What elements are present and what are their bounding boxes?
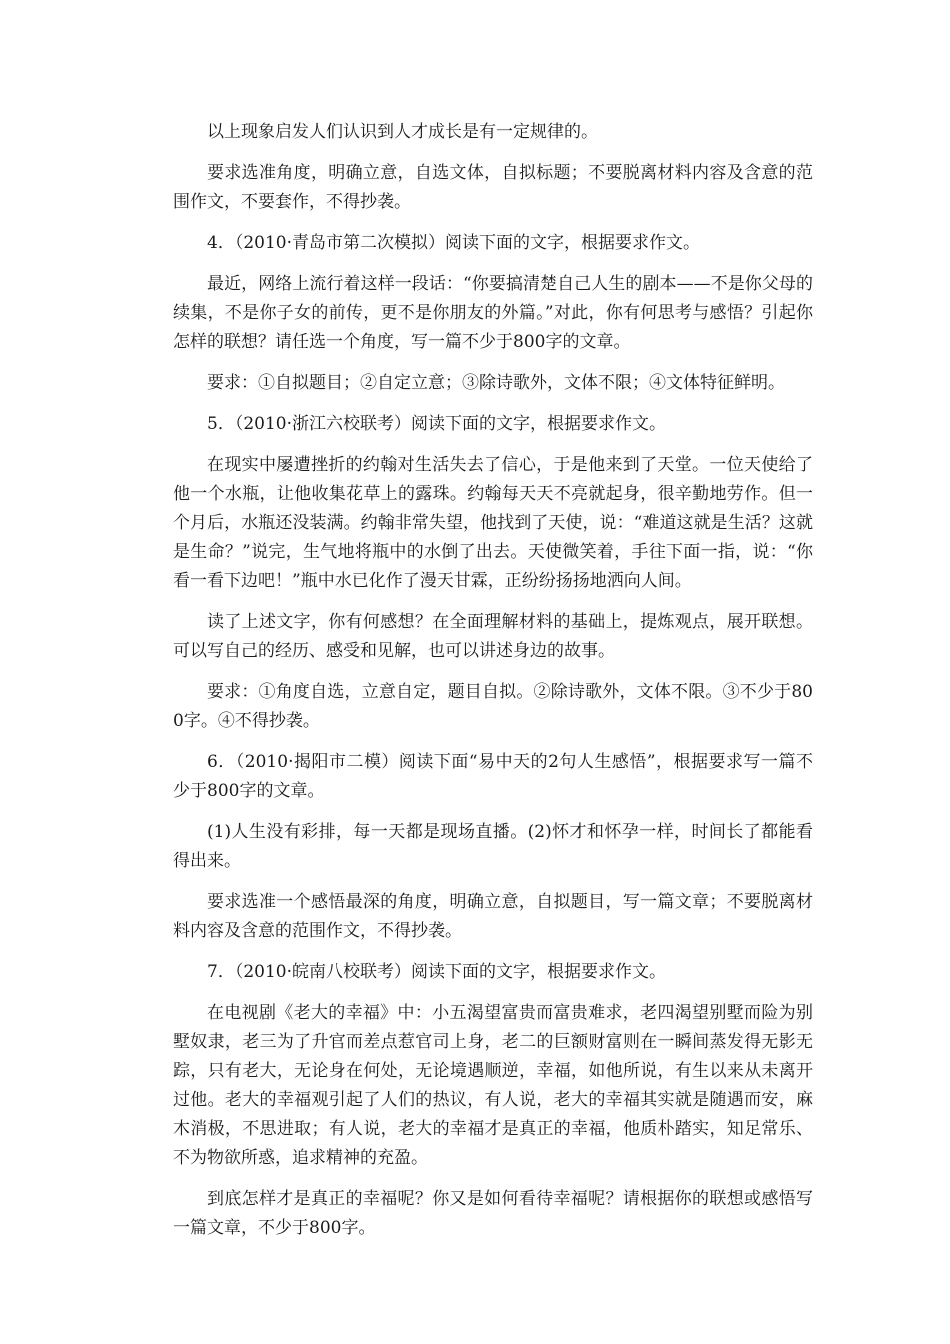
paragraph-requirements-1: 要求选准角度，明确立意，自选文体，自拟标题；不要脱离材料内容及含意的范围作文，不要套作，不得抄袭。	[173, 163, 813, 212]
paragraph-talent-rule: 以上现象启发人们认识到人才成长是有一定规律的。	[207, 122, 598, 142]
question-7-prompt: 到底怎样才是真正的幸福呢？你又是如何看待幸福呢？请根据你的联想或感悟写一篇文章，不少于800字。	[173, 1189, 813, 1238]
question-6-requirements: 要求选准一个感悟最深的角度，明确立意，自拟题目，写一篇文章；不要脱离材料内容及含意的范围作文，不得抄袭。	[173, 892, 813, 941]
question-4-requirements: 要求：①自拟题目；②自定立意；③除诗歌外，文体不限；④文体特征鲜明。	[207, 373, 785, 393]
question-5-material: 在现实中屡遭挫折的约翰对生活失去了信心，于是他来到了天堂。一位天使给了他一个水瓶，让他收集花草上的露珠。约翰每天天不亮就起身，很辛勤地劳作。但一个月后，水瓶还没装满。约翰非常失望，他找到了天使，说：“难道这就是生活？这就是生命？”说完，生气地将瓶中的水倒了出去。天使微笑着，手往下面一指，说：“你看一看下边吧！”瓶中水已化作了漫天甘霖，正纷纷扬扬地洒向人间。	[173, 455, 813, 591]
question-5-prompt: 读了上述文字，你有何感想？在全面理解材料的基础上，提炼观点，展开联想。可以写自己的经历、感受和见解，也可以讲述身边的故事。	[173, 612, 813, 661]
question-7-heading: 7．（2010·皖南八校联考）阅读下面的文字，根据要求作文。	[207, 962, 666, 982]
question-5-requirements: 要求：①角度自选，立意自定，题目自拟。②除诗歌外，文体不限。③不少于800字。④不得抄袭。	[173, 682, 813, 731]
document-page	[173, 118, 813, 1255]
question-6-material: (1)人生没有彩排，每一天都是现场直播。(2)怀才和怀孕一样，时间长了都能看得出来。	[173, 822, 813, 871]
question-4-heading: 4．（2010·青岛市第二次模拟）阅读下面的文字，根据要求作文。	[207, 233, 700, 253]
question-6-heading: 6．（2010·揭阳市二模）阅读下面“易中天的2句人生感悟”，根据要求写一篇不少于800字的文章。	[173, 752, 813, 801]
question-7-material: 在电视剧《老大的幸福》中：小五渴望富贵而富贵难求，老四渴望别墅而险为别墅奴隶，老三为了升官而差点惹官司上身，老二的巨额财富则在一瞬间蒸发得无影无踪，只有老大，无论身在何处，无论境遇顺逆，幸福，如他所说，有生以来从未离开过他。老大的幸福观引起了人们的热议，有人说，老大的幸福其实就是随遇而安，麻木消极，不思进取；有人说，老大的幸福才是真正的幸福，他质朴踏实，知足常乐、不为物欲所惑，追求精神的充盈。	[173, 1003, 813, 1168]
question-5-heading: 5．（2010·浙江六校联考）阅读下面的文字，根据要求作文。	[207, 414, 666, 434]
question-4-material: 最近，网络上流行着这样一段话：“你要搞清楚自己人生的剧本——不是你父母的续集，不是你子女的前传，更不是你朋友的外篇。”对此，你有何思考与感悟？引起你怎样的联想？请任选一个角度，写一篇不少于800字的文章。	[173, 274, 813, 352]
